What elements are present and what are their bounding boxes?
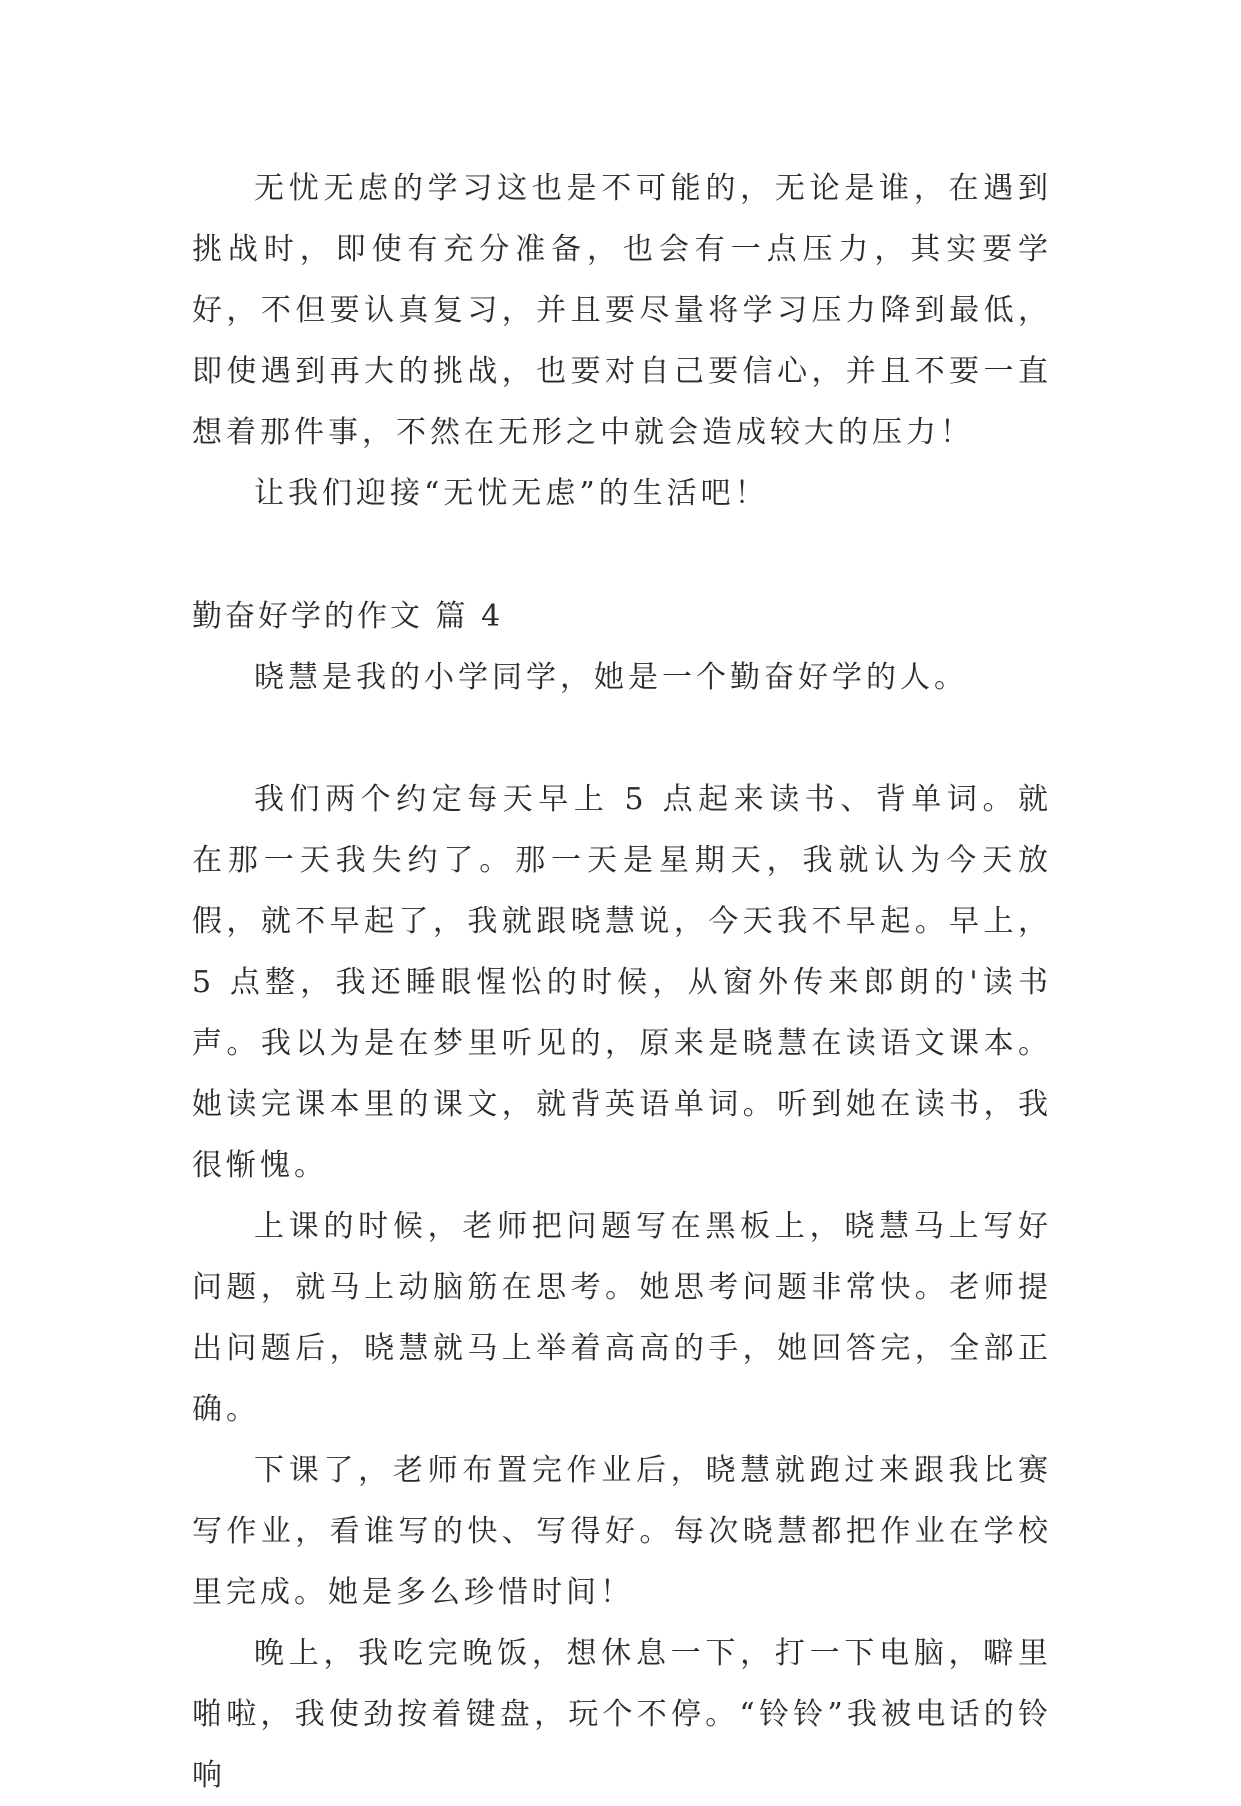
paragraph: 下课了，老师布置完作业后，晓慧就跑过来跟我比赛写作业，看谁写的快、写得好。每次晓慧都把作业在学校里完成。她是多么珍惜时间！ [192, 1453, 1052, 1610]
paragraph: 无忧无虑的学习这也是不可能的，无论是谁，在遇到挑战时，即使有充分准备，也会有一点压力，其实要学好，不但要认真复习，并且要尽量将学习压力降到最低，即使遇到再大的挑战，也要对自己要信心，并且不要一直想着那件事，不然在无形之中就会造成较大的压力！ [192, 171, 1052, 450]
paragraph: 上课的时候，老师把问题写在黑板上，晓慧马上写好问题，就马上动脑筋在思考。她思考问题非常快。老师提出问题后，晓慧就马上举着高高的手，她回答完，全部正确。 [192, 1209, 1052, 1427]
paragraph: 让我们迎接“无忧无虑”的生活吧！ [254, 476, 769, 511]
intro-paragraph: 晓慧是我的小学同学，她是一个勤奋好学的人。 [254, 660, 968, 695]
paragraph: 我们两个约定每天早上 5 点起来读书、背单词。就在那一天我失约了。那一天是星期天，我就认为今天放假，就不早起了，我就跟晓慧说，今天我不早起。早上，5 点整，我还睡眼惺忪的时候，从窗外传来郎朗的'读书声。我以为是在梦里听见的，原来是晓慧在读语文课本。她读完课本里的课文，就背英语单词。听到她在读书，我很惭愧。 [192, 782, 1052, 1183]
blank-line [192, 708, 1052, 769]
paragraph: 晚上，我吃完晚饭，想休息一下，打一下电脑，噼里啪啦，我使劲按着键盘，玩个不停。“铃铃”我被电话的铃响 [192, 1636, 1052, 1793]
document-body [192, 158, 1052, 1806]
section-heading: 勤奋好学的作文 篇 4 [192, 599, 504, 634]
